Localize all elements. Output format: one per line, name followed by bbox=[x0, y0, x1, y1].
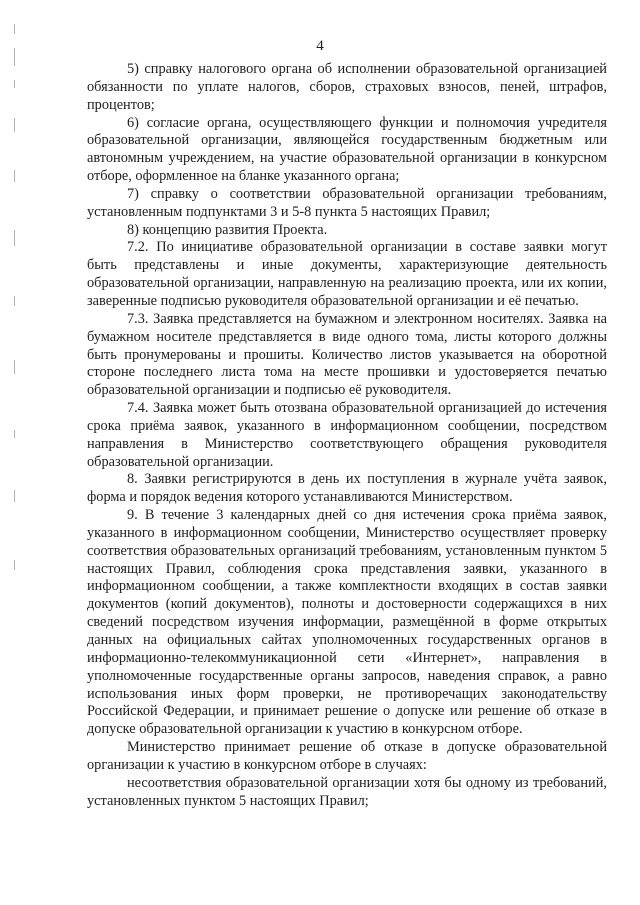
paragraph-8: 8. Заявки регистрируются в день их поступления в журнале учёта заявок, форма и порядок ведения которого устанавливаются Министерством. bbox=[87, 471, 607, 506]
paragraph-item-8: 8) концепцию развития Проекта. bbox=[127, 221, 328, 238]
margin-mark bbox=[14, 490, 15, 502]
scan-margin-marks bbox=[14, 20, 18, 620]
margin-mark bbox=[14, 118, 15, 132]
page-number: 4 bbox=[316, 38, 324, 54]
paragraph-9: 9. В течение 3 календарных дней со дня истечения срока приёма заявок, указанного в информационном сообщении, Министерство осуществляет проверку соответствия образовательных организаций требованиям, установленным пунктом 5 настоящих Правил, соблюдения срока представления заявки, указанного в информационном сообщении, а также комплектности входящих в состав заявки документов (копий документов), полноты и достоверности содержащихся в них сведений посредством изучения информации, размещённой в форме открытых данных на официальных сайтах уполномоченных государственных органов в информационно-телекоммуникационной сети «Интернет», направления в уполномоченные государственные органы запросов, наведения справок, а равно использования иных форм проверки, не противоречащих законодательству Российской Федерации, и принимает решение о допуске или решение об отказе в допуске образовательной организации к участию в конкурсном отборе. bbox=[87, 507, 607, 738]
paragraph-refusal-intro: Министерство принимает решение об отказе в допуске образовательной организации к участию в конкурсном отборе в случаях: bbox=[87, 739, 607, 773]
paragraph-item-5: 5) справку налогового органа об исполнении образовательной организацией обязанности по уплате налогов, сборов, страховых взносов, пеней, штрафов, процентов; bbox=[87, 61, 607, 113]
paragraph-7-4: 7.4. Заявка может быть отозвана образовательной организацией до истечения срока приёма заявок, указанного в информационном сообщении, посредством направления в Министерство соответствующего обращения руководителя образовательной организации. bbox=[87, 400, 607, 470]
paragraph-item-7: 7) справку о соответствии образовательной организации требованиям, установленным подпунктами 3 и 5-8 пункта 5 настоящих Правил; bbox=[87, 185, 607, 220]
margin-mark bbox=[14, 560, 15, 570]
paragraph-item-6: 6) согласие органа, осуществляющего функции и полномочия учредителя образовательной организации, являющейся государственным бюджетным или автономным учреждением, на участие образовательной организации в конкурсном отборе, оформленное на бланке указанного органа; bbox=[87, 114, 607, 185]
margin-mark bbox=[14, 430, 15, 438]
margin-mark bbox=[14, 296, 15, 306]
margin-mark bbox=[14, 170, 15, 182]
paragraph-refusal-case-1: несоответствия образовательной организации хотя бы одному из требований, установленных пунктом 5 настоящих Правил; bbox=[87, 774, 607, 809]
margin-mark bbox=[14, 80, 15, 88]
margin-mark bbox=[14, 230, 15, 246]
paragraph-7-2: 7.2. По инициативе образовательной организации в составе заявки могут быть представлены и иные документы, характеризующие деятельность образовательной организации, направленную на реализацию проекта, или их копии, заверенные подписью руководителя образовательной организации и её печатью. bbox=[87, 239, 607, 309]
paragraph-7-3: 7.3. Заявка представляется на бумажном и электронном носителях. Заявка на бумажном носителе представляется в виде одного тома, листы которого должны быть пронумерованы и прошиты. Количество листов указывается на оборотной стороне последнего листа тома на месте прошивки и удостоверяется печатью образовательной организации и подписью её руководителя. bbox=[87, 310, 607, 399]
margin-mark bbox=[14, 360, 15, 374]
margin-mark bbox=[14, 24, 15, 34]
document-body bbox=[87, 61, 607, 810]
